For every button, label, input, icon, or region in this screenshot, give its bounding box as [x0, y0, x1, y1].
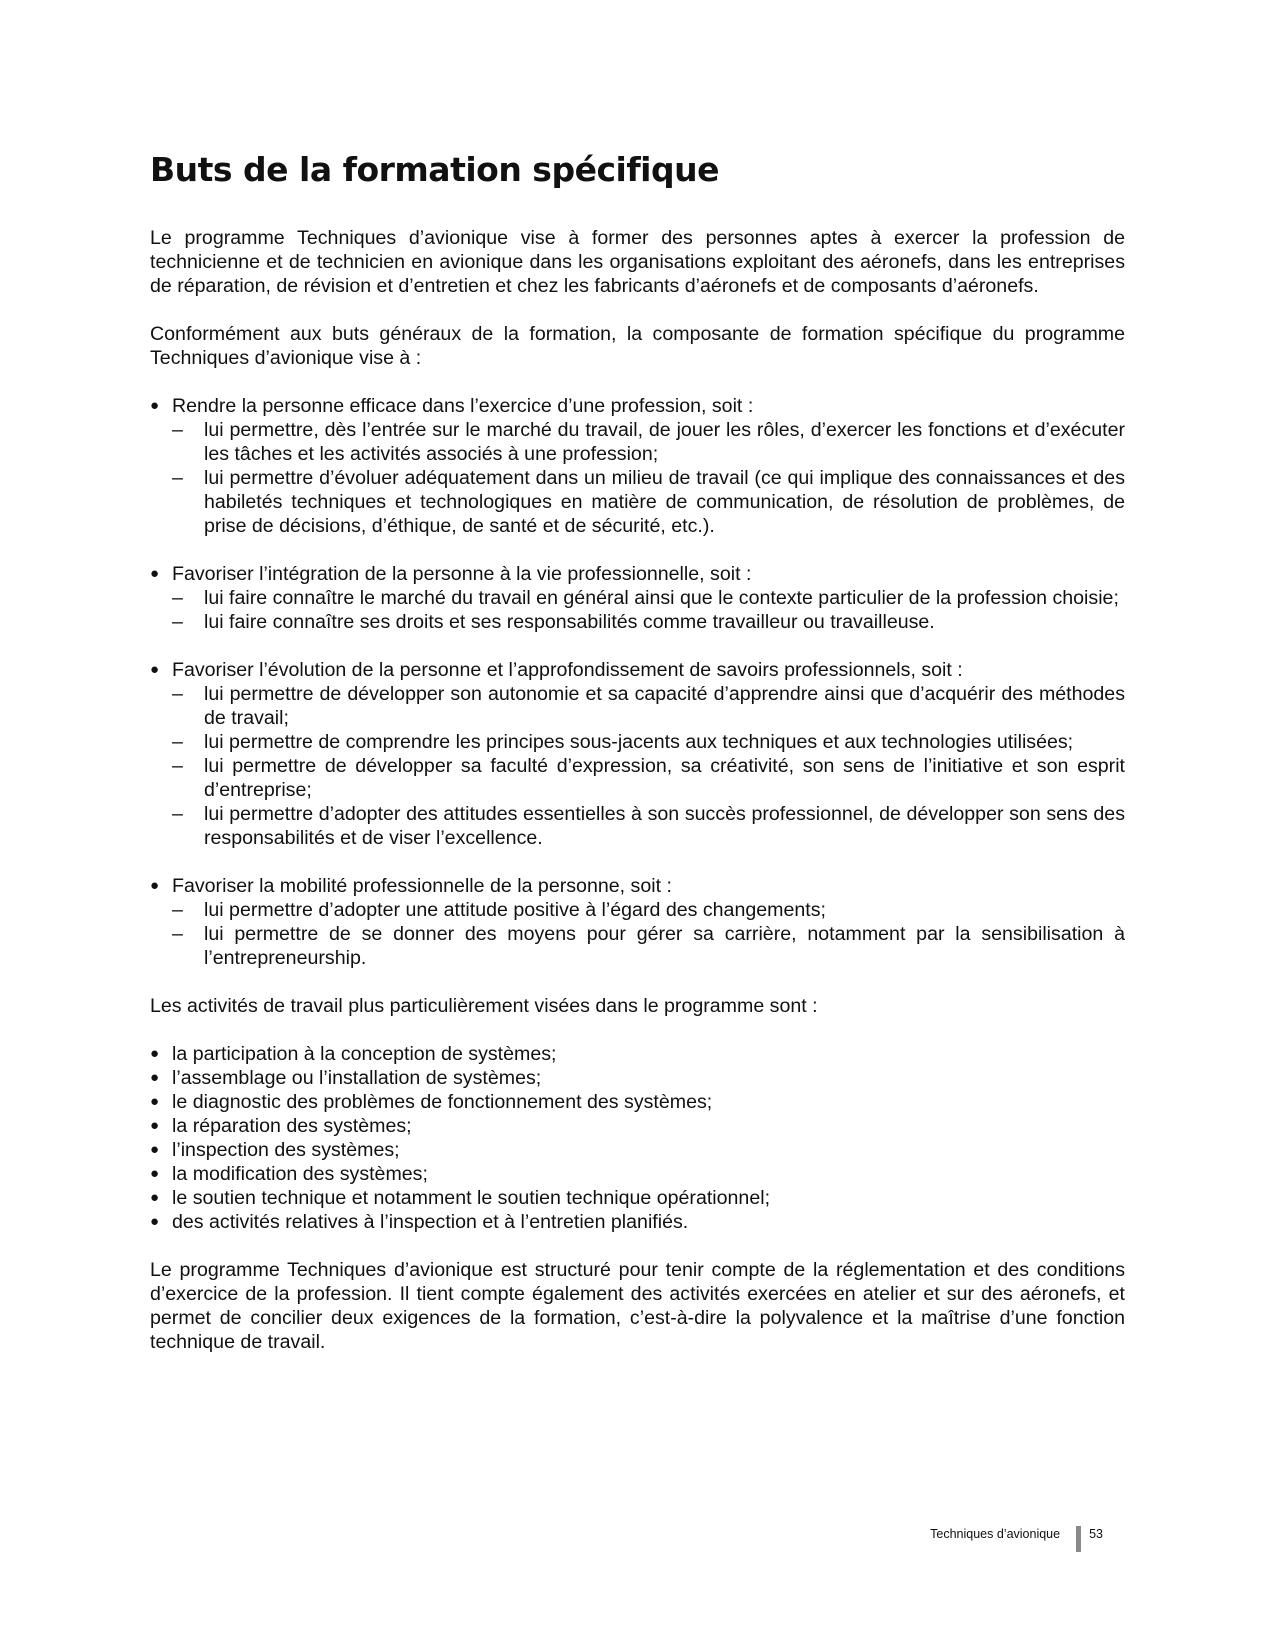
bullet-icon: ●: [150, 661, 160, 678]
bullet-icon: ●: [150, 1189, 160, 1206]
goal-sublist: [172, 682, 1125, 850]
page-footer: [930, 1526, 1103, 1552]
footer-label: Techniques d’avionique: [930, 1527, 1061, 1541]
bullet-icon: ●: [150, 565, 160, 582]
page-title: Buts de la formation spécifique: [150, 150, 719, 189]
intro-paragraph: Le programme Techniques d’avionique vise à former des personnes aptes à exercer la profession de technicienne et de technicien en avionique dans les organisations exploitant des aéronefs, dans les entreprises de réparation, de révision et d’entretien et chez les fabricants d’aéronefs et de composants d’aéronefs.: [150, 227, 1125, 297]
dash-icon: –: [172, 683, 183, 705]
activity-item: ● l’assemblage ou l’installation de systèmes;: [150, 1067, 542, 1089]
page-content: [150, 148, 1125, 1378]
goal-subitem: – lui permettre de comprendre les principes sous-jacents aux techniques et aux technologies utilisées;: [172, 731, 1074, 753]
goal-label: Rendre la personne efficace dans l’exercice d’une profession, soit :: [172, 395, 754, 417]
bullet-icon: ●: [150, 877, 160, 894]
activities-intro: Les activités de travail plus particulièrement visées dans le programme sont :: [150, 995, 818, 1017]
dash-icon: –: [172, 755, 183, 777]
bullet-icon: ●: [150, 1045, 160, 1062]
dash-icon: –: [172, 899, 183, 921]
goal-subitem: – lui permettre d’adopter des attitudes essentielles à son succès professionnel, de développer son sens des responsabilités et de viser l’excellence.: [172, 803, 1125, 849]
dash-icon: –: [172, 587, 183, 609]
goal-sublist: [172, 418, 1125, 538]
goal-label: Favoriser l’intégration de la personne à la vie professionnelle, soit :: [172, 563, 752, 585]
goal-subitem: – lui faire connaître ses droits et ses responsabilités comme travailleur ou travailleuse.: [172, 611, 935, 633]
goals-intro-paragraph: Conformément aux buts généraux de la formation, la composante de formation spécifique du programme Techniques d’avionique vise à :: [150, 323, 1125, 369]
goal-subitem: – lui permettre de développer son autonomie et sa capacité d’apprendre ainsi que d’acquérir des méthodes de travail;: [172, 683, 1125, 729]
goal-label: Favoriser l’évolution de la personne et l’approfondissement de savoirs professionnels, soit :: [172, 659, 963, 681]
bullet-icon: ●: [150, 1117, 160, 1134]
goal-label: Favoriser la mobilité professionnelle de la personne, soit :: [172, 875, 672, 897]
goal-item: [150, 562, 1125, 634]
activity-item: ● le diagnostic des problèmes de fonctionnement des systèmes;: [150, 1091, 713, 1113]
goal-subitem: – lui permettre d’adopter une attitude positive à l’égard des changements;: [172, 899, 826, 921]
dash-icon: –: [172, 803, 183, 825]
goal-subitem: – lui permettre, dès l’entrée sur le marché du travail, de jouer les rôles, d’exercer les fonctions et d’exécuter les tâches et les activités associés à une profession;: [172, 419, 1125, 465]
goal-subitem: – lui permettre d’évoluer adéquatement dans un milieu de travail (ce qui implique des connaissances et des habiletés techniques et technologiques en matière de communication, de résolution de problèmes, de prise de décisions, d’éthique, de santé et de sécurité, etc.).: [172, 467, 1125, 537]
closing-paragraph: Le programme Techniques d’avionique est structuré pour tenir compte de la réglementation et des conditions d’exercice de la profession. Il tient compte également des activités exercées en atelier et sur des aéronefs, et permet de concilier deux exigences de la formation, c’est-à-dire la polyvalence et la maîtrise d’une fonction technique de travail.: [150, 1259, 1125, 1353]
bullet-icon: ●: [150, 1093, 160, 1110]
activity-item: ● la réparation des systèmes;: [150, 1115, 412, 1137]
bullet-icon: ●: [150, 1141, 160, 1158]
goals-list: [150, 394, 1125, 970]
activity-item: ● la modification des systèmes;: [150, 1163, 428, 1185]
footer-divider: [1076, 1526, 1081, 1552]
activity-item: ● la participation à la conception de systèmes;: [150, 1043, 557, 1065]
goal-subitem: – lui faire connaître le marché du travail en général ainsi que le contexte particulier de la profession choisie;: [172, 587, 1119, 609]
dash-icon: –: [172, 419, 183, 441]
dash-icon: –: [172, 611, 183, 633]
dash-icon: –: [172, 923, 183, 945]
dash-icon: –: [172, 731, 183, 753]
activity-item: ● l’inspection des systèmes;: [150, 1139, 400, 1161]
goal-item: [150, 874, 1125, 970]
activities-list: [150, 1042, 1125, 1234]
bullet-icon: ●: [150, 1069, 160, 1086]
dash-icon: –: [172, 467, 183, 489]
goal-sublist: [172, 898, 1125, 970]
goal-item: [150, 658, 1125, 850]
bullet-icon: ●: [150, 397, 160, 414]
goal-subitem: – lui permettre de développer sa faculté d’expression, sa créativité, son sens de l’initiative et son esprit d’entreprise;: [172, 755, 1125, 801]
activity-item: ● le soutien technique et notamment le soutien technique opérationnel;: [150, 1187, 771, 1209]
goal-sublist: [172, 586, 1125, 634]
bullet-icon: ●: [150, 1213, 160, 1230]
activity-item: ● des activités relatives à l’inspection et à l’entretien planifiés.: [150, 1211, 689, 1233]
goal-item: [150, 394, 1125, 538]
page-number: 53: [1089, 1527, 1103, 1541]
goal-subitem: – lui permettre de se donner des moyens pour gérer sa carrière, notamment par la sensibilisation à l’entrepreneurship.: [172, 923, 1125, 969]
bullet-icon: ●: [150, 1165, 160, 1182]
